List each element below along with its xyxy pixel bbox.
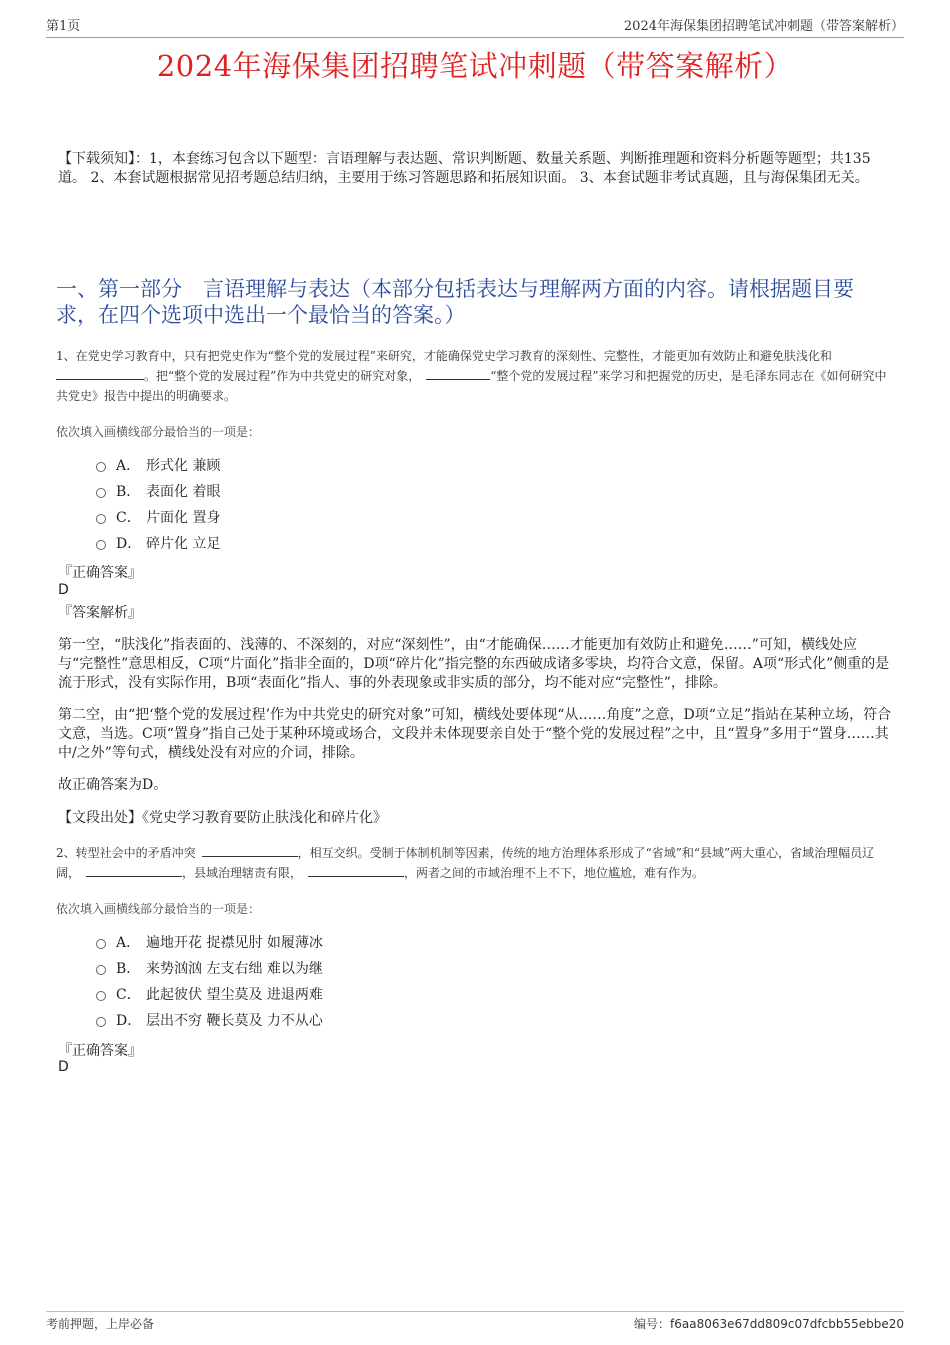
question-2-text-a: 2、转型社会中的矛盾冲突 xyxy=(56,846,196,860)
fill-blank xyxy=(426,366,490,380)
option-c[interactable]: C． 片面化 置身 xyxy=(96,504,220,530)
analysis-label: 『答案解析』 xyxy=(58,605,142,621)
question-2-text-b: ，相互交织。受制于体制机制等因素，传统的地方治理体系形成了“省域”和“县域”两大重心，省域治理幅员辽阔， xyxy=(56,846,875,880)
radio-icon[interactable] xyxy=(96,965,106,975)
section-heading: 一、第一部分 言语理解与表达（本部分包括表达与理解两方面的内容。请根据题目要求，在四个选项中选出一个最恰当的答案。） xyxy=(56,277,854,327)
option-c[interactable]: C． 此起彼伏 望尘莫及 进退两难 xyxy=(96,981,323,1007)
option-d[interactable]: D． 碎片化 立足 xyxy=(96,530,220,556)
question-2-text-d: ，两者之间的市域治理不上不下，地位尴尬，难有作为。 xyxy=(404,866,705,880)
option-d[interactable]: D． 层出不穷 鞭长莫及 力不从心 xyxy=(96,1007,323,1033)
header-doc-name: 2024年海保集团招聘笔试冲刺题（带答案解析） xyxy=(623,19,904,34)
document-title: 2024年海保集团招聘笔试冲刺题（带答案解析） xyxy=(156,49,794,83)
page-number: 第1页 xyxy=(46,19,81,34)
question-1-options xyxy=(96,452,220,556)
page-footer xyxy=(46,1311,904,1332)
option-a[interactable]: A． 遍地开花 捉襟见肘 如履薄冰 xyxy=(96,929,323,955)
question-2-stem xyxy=(56,843,892,883)
radio-icon[interactable] xyxy=(96,991,106,1001)
fill-blank xyxy=(202,843,298,857)
question-1-instruction: 依次填入画横线部分最恰当的一项是： xyxy=(56,425,261,439)
passage-source: 【文段出处】《党史学习教育要防止肤浅化和碎片化》 xyxy=(58,810,387,826)
question-2-options xyxy=(96,929,323,1033)
analysis-paragraph-1: 第一空，“肤浅化”指表面的、浅薄的、不深刻的，对应“深刻性”，由“才能确保……才能更加有效防止和避免……”可知，横线处应与“完整性”意思相反，C项“片面化”指非全面的，D项“碎片化”指完整的东西破成诸多零块，均符合文意，保留。A项“形式化”侧重的是流于形式，没有实际作用，B项“表面化”指人、事的外表现象或非实质的部分，均不能对应“完整性”，排除。 xyxy=(58,637,890,691)
question-1-text-a: 1、在党史学习教育中，只有把党史作为“整个党的发展过程”来研究，才能确保党史学习教育的深刻性、完整性，才能更加有效防止和避免肤浅化和 xyxy=(56,349,832,363)
radio-icon[interactable] xyxy=(96,939,106,949)
fill-blank xyxy=(308,863,404,877)
question-1-text-c: “整个党的发展过程”来学习和把握党的历史，是毛泽东同志在《如何研究中共党史》报告中提出的明确要求。 xyxy=(56,369,887,403)
radio-icon[interactable] xyxy=(96,488,106,498)
fill-blank xyxy=(86,863,182,877)
correct-answer-value: D xyxy=(58,582,69,598)
option-b[interactable]: B． 来势汹汹 左支右绌 难以为继 xyxy=(96,955,323,981)
radio-icon[interactable] xyxy=(96,1017,106,1027)
question-1-stem xyxy=(56,346,892,406)
question-1-text-b: 。把“整个党的发展过程”作为中共党史的研究对象， xyxy=(144,369,421,383)
page-header xyxy=(46,14,904,38)
question-2-text-c: ，县域治理辖责有限， xyxy=(182,866,303,880)
analysis-conclusion: 故正确答案为D。 xyxy=(58,777,168,793)
radio-icon[interactable] xyxy=(96,540,106,550)
download-notice: 【下载须知】：1，本套练习包含以下题型：言语理解与表达题、常识判断题、数量关系题、判断推理题和资料分析题等题型；共135道。 2、本套试题根据常见招考题总结归纳，主要用于练习答题思路和拓展知识面。 3、本套试题非考试真题，且与海保集团无关。 xyxy=(58,151,871,186)
fill-blank xyxy=(56,366,144,380)
option-b[interactable]: B． 表面化 着眼 xyxy=(96,478,220,504)
question-2-instruction: 依次填入画横线部分最恰当的一项是： xyxy=(56,902,261,916)
correct-answer-label: 『正确答案』 xyxy=(58,1043,142,1059)
footer-code: 编号：f6aa8063e67dd809c07dfcbb55ebbe20 xyxy=(634,1317,904,1331)
footer-slogan: 考前押题，上岸必备 xyxy=(46,1317,155,1331)
correct-answer-label: 『正确答案』 xyxy=(58,565,142,581)
option-a[interactable]: A． 形式化 兼顾 xyxy=(96,452,220,478)
analysis-paragraph-2: 第二空，由“把‘整个党的发展过程’作为中共党史的研究对象”可知，横线处要体现“从……角度”之意，D项“立足”指站在某种立场，符合文意，当选。C项“置身”指自己处于某种环境或场合，文段并未体现要亲自处于“整个党的发展过程”之中，且“置身”多用于“置身……其中/之外”等句式，横线处没有对应的介词，排除。 xyxy=(58,707,892,761)
radio-icon[interactable] xyxy=(96,462,106,472)
correct-answer-value: D xyxy=(58,1059,69,1075)
radio-icon[interactable] xyxy=(96,514,106,524)
